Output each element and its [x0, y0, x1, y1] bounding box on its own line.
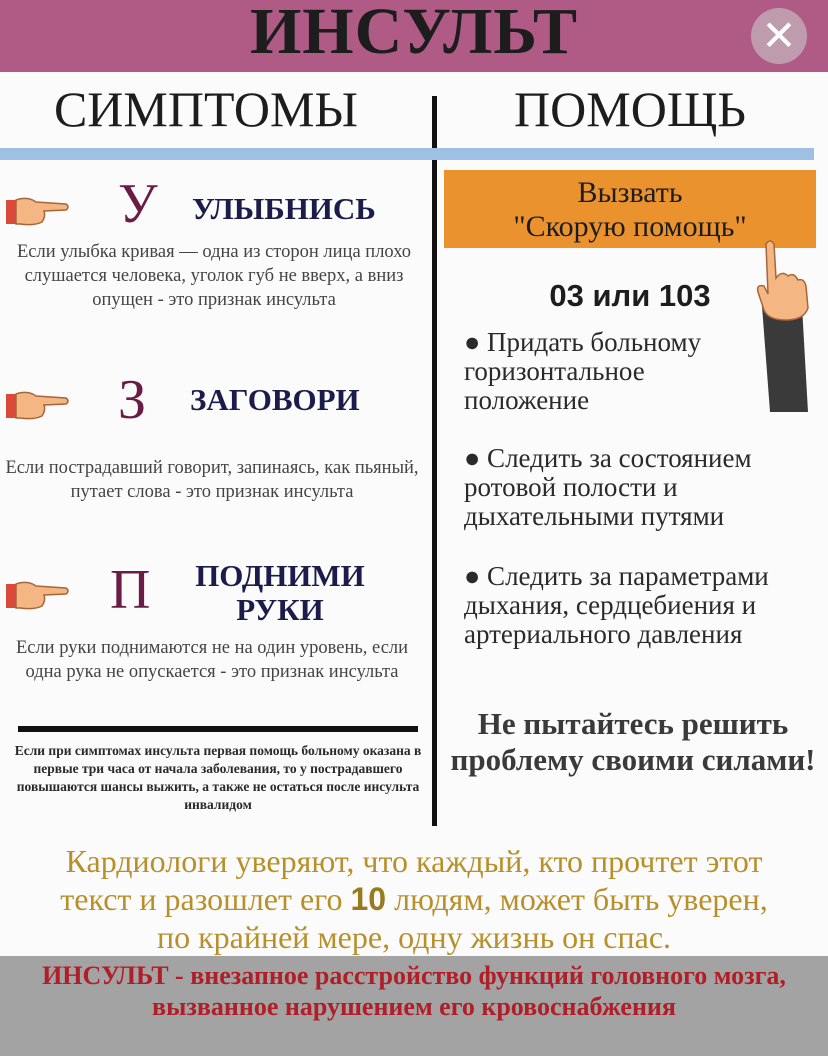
symptom-heading-smile: УЛЫБНИСЬ — [192, 191, 376, 226]
call-line-2: "Скорую помощь" — [513, 210, 747, 243]
phone-numbers: 03 или 103 — [549, 278, 711, 313]
accent-line — [0, 148, 814, 160]
symptom-text-speak: Если пострадавший говорит, запинаясь, как пьяный, путает слова - это признак инсульта — [5, 458, 419, 502]
page-title: ИНСУЛЬТ — [249, 0, 579, 68]
call-line-1: Вызвать — [577, 176, 683, 209]
pointing-hand-icon — [6, 576, 70, 614]
note-separator — [18, 726, 418, 732]
cardio-line-2-b: людям, может быть уверен, — [386, 881, 768, 917]
symptom-text-smile: Если улыбка кривая — одна из сторон лица плохо слушается человека, уголок губ не вверх, а вниз опущен - это признак инсульта — [16, 242, 412, 310]
symptom-heading-speak: ЗАГОВОРИ — [190, 382, 360, 417]
pointing-hand-icon — [6, 386, 70, 424]
cardio-line-3: по крайней мере, одну жизнь он спас. — [156, 919, 672, 955]
cardio-paragraph — [0, 842, 828, 956]
symptom-letter-u: У — [118, 173, 158, 235]
cardio-line-2-a: текст и разошлет его — [60, 881, 351, 917]
cardio-line-1: Кардиологи уверяют, что каждый, кто прочтет этот — [65, 843, 763, 879]
symptom-heading-raise-2: РУКИ — [236, 592, 324, 627]
help-step-position: ● Придать больному горизонтальное положение — [464, 327, 702, 415]
cardio-number: 10 — [350, 881, 387, 917]
column-divider — [432, 96, 437, 826]
symptom-heading-raise-1: ПОДНИМИ — [195, 558, 365, 593]
symptoms-title: СИМПТОМЫ — [53, 81, 359, 137]
close-button[interactable]: ✕ — [751, 8, 807, 64]
first-aid-note: Если при симптомах инсульта первая помощь больному оказана в первые три часа от начала заболевания, то у пострадавшего повышаются шансы выжить, а также не остаться после инсульта инвалидом — [14, 743, 422, 812]
help-title: ПОМОЩЬ — [514, 81, 746, 137]
warning-text: Не пытайтесь решить проблему своими силами! — [450, 706, 816, 777]
pressing-hand-icon — [752, 236, 816, 416]
pointing-hand-icon — [6, 192, 70, 230]
symptom-letter-z: З — [118, 369, 147, 431]
help-step-vitals: ● Следить за параметрами дыхания, сердцебиения и артериального давления — [464, 561, 769, 649]
help-step-airway: ● Следить за состоянием ротовой полости и дыхательными путями — [464, 443, 752, 531]
symptom-letter-p: П — [110, 559, 151, 621]
stroke-definition: ИНСУЛЬТ - внезапное расстройство функций головного мозга, вызванное нарушением его кровоснабжения — [42, 961, 786, 1021]
cardio-line-2 — [0, 880, 828, 918]
symptom-text-raise: Если руки поднимаются не на один уровень, если одна рука не опускается - это признак инсульта — [15, 638, 409, 682]
